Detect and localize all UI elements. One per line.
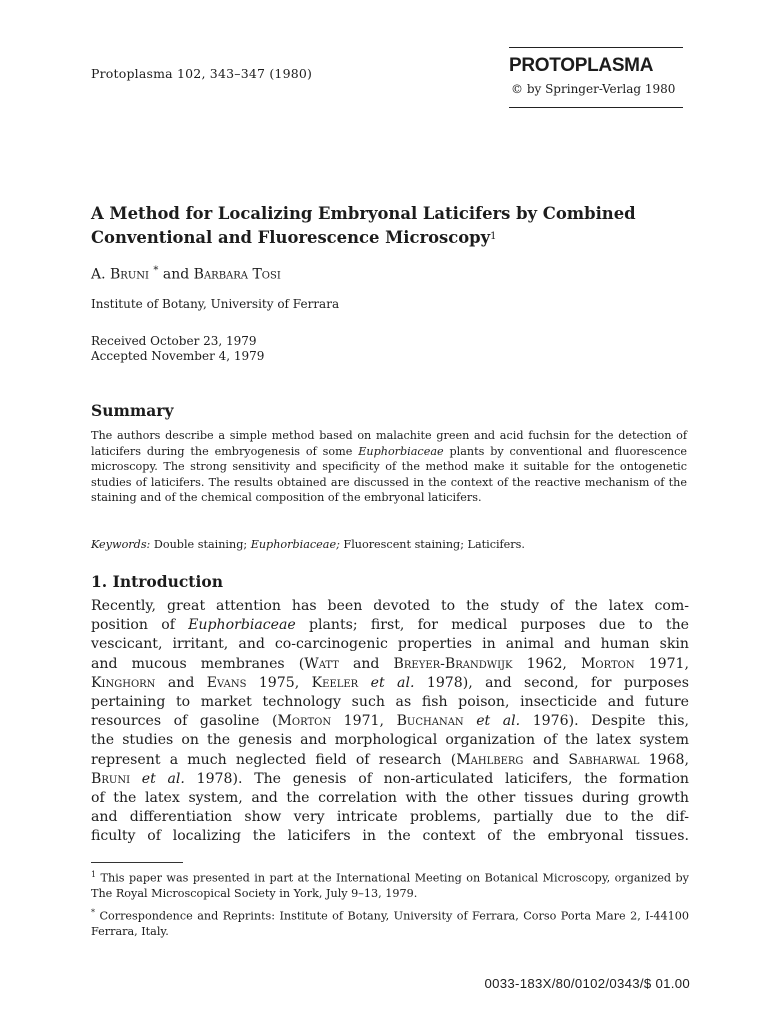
intro-line — [91, 808, 689, 827]
intro-text: and — [155, 674, 207, 691]
footnote-1 — [91, 867, 689, 902]
intro-text: 1976). Despite this, — [520, 713, 690, 730]
et-al: et al. — [463, 713, 521, 730]
intro-line — [91, 827, 689, 846]
cited-author: Morton — [277, 713, 332, 730]
intro-line — [91, 712, 689, 731]
intro-text: and — [523, 751, 569, 768]
article-dates — [91, 334, 264, 364]
intro-taxon: Euphorbiaceae — [188, 617, 296, 634]
cited-author: Mahlberg — [456, 751, 524, 768]
intro-line — [91, 789, 689, 808]
footnote-mark: * — [91, 907, 95, 917]
footnote-mark: 1 — [91, 870, 97, 879]
summary-heading: Summary — [91, 401, 174, 420]
intro-line — [91, 693, 689, 712]
et-al: et al. — [358, 674, 415, 691]
received-date: Received October 23, 1979 — [91, 334, 257, 348]
intro-text: resources of gasoline ( — [91, 713, 278, 730]
corresponding-author-mark: * — [153, 265, 159, 276]
journal-reference: Protoplasma 102, 343–347 (1980) — [91, 66, 313, 81]
intro-text: ficulty of localizing the laticifers in the context of the embryonal tissues. — [91, 828, 689, 845]
intro-text: 1975, — [246, 674, 312, 691]
intro-text: and — [338, 655, 394, 672]
accepted-date: Accepted November 4, 1979 — [91, 349, 265, 363]
brand-rule-top — [509, 47, 683, 48]
cited-author: Morton — [580, 655, 635, 672]
intro-text: vescicant, irritant, and co-carcinogenic properties in animal and human skin — [91, 636, 689, 653]
intro-line — [91, 731, 689, 750]
introduction-heading: 1. Introduction — [91, 572, 223, 591]
journal-brand: PROTOPLASMA — [509, 55, 654, 76]
intro-line — [91, 597, 689, 616]
intro-line — [91, 770, 689, 789]
intro-text: 1962, — [512, 655, 581, 672]
brand-rule-bottom — [509, 107, 683, 108]
summary-text-part: plants by conventional and fluorescence microscopy. The strong sensitivity and specificity of the method make it suitable for the ontogenetic studies of laticifers. The results obtained are discussed in the context of the reactive mechanism of the staining and of the chemical composition of the embryonal laticifers. — [91, 444, 687, 505]
footnote-rule — [91, 862, 183, 863]
author-conjunction: and — [162, 266, 190, 283]
intro-text: 1978). The genesis of non-articulated laticifers, the formation — [184, 770, 690, 787]
keywords-text: Double staining; — [150, 538, 251, 551]
title-footnote-mark: 1 — [490, 231, 497, 242]
intro-line — [91, 674, 689, 693]
introduction-body — [91, 597, 689, 847]
cited-author: Buchanan — [396, 713, 464, 730]
intro-text: 1971, — [634, 655, 690, 672]
keywords-text: Fluorescent staining; Laticifers. — [339, 538, 525, 551]
intro-text: of the latex system, and the correlation with the other tissues during growth — [91, 790, 689, 807]
cited-author: Kinghorn — [91, 674, 156, 691]
keywords — [91, 538, 525, 551]
intro-text: Recently, great attention has been devoted to the study of the latex com- — [91, 598, 689, 614]
intro-text: plants; first, for medical purposes due to the — [295, 617, 689, 634]
intro-line — [91, 635, 689, 654]
keywords-taxon: Euphorbiaceae; — [250, 538, 340, 551]
intro-text: represent a much neglected field of research ( — [91, 751, 457, 768]
footnote-text: This paper was presented in part at the International Meeting on Botanical Microscopy, organized by The Royal Microscopical Society in York, July 9–13, 1979. — [91, 871, 689, 901]
intro-line — [91, 751, 689, 770]
cited-author: Breyer-Brandwijk — [393, 655, 513, 672]
summary-text-part: The authors describe a simple method based on malachite green and acid fuchsin for the detection of laticifers during the embryogenesis of some — [91, 429, 687, 458]
footnotes — [91, 867, 689, 943]
author-affiliation: Institute of Botany, University of Ferrara — [91, 297, 340, 311]
intro-text: 1978), and second, for purposes — [414, 674, 689, 691]
intro-text: and mucous membranes ( — [91, 655, 305, 672]
title-line-2: Conventional and Fluorescence Microscopy — [91, 228, 491, 247]
intro-text: 1971, — [331, 713, 397, 730]
intro-text: position of — [91, 617, 189, 634]
summary-taxon: Euphorbiaceae — [358, 444, 444, 458]
footnote-text: Correspondence and Reprints: Institute of Botany, University of Ferrara, Corso Porta Mare 2, I-44100 Ferrara, Italy. — [91, 909, 689, 939]
intro-text: 1968, — [639, 751, 689, 768]
et-al: et al. — [130, 770, 185, 787]
intro-text: pertaining to market technology such as fish poison, insecticide and future — [91, 694, 689, 711]
article-code: 0033-183X/80/0102/0343/$ 01.00 — [484, 976, 690, 991]
intro-text: the studies on the genesis and morphological organization of the latex system — [91, 732, 689, 749]
title-line-1: A Method for Localizing Embryonal Laticifers by Combined — [91, 204, 636, 223]
cited-author: Watt — [304, 655, 339, 672]
intro-line — [91, 616, 689, 635]
article-authors — [91, 265, 281, 283]
footnote-2 — [91, 905, 689, 940]
intro-line — [91, 655, 689, 674]
author-1: A. Bruni — [91, 266, 149, 283]
cited-author: Keeler — [311, 674, 359, 691]
cited-author: Sabharwal — [568, 751, 640, 768]
summary-text — [91, 428, 687, 506]
cited-author: Evans — [206, 674, 247, 691]
publisher-copyright: © by Springer-Verlag 1980 — [511, 82, 676, 96]
cited-author: Bruni — [91, 770, 131, 787]
keywords-label: Keywords: — [91, 538, 151, 551]
author-2: Barbara Tosi — [193, 266, 281, 283]
intro-text: and differentiation show very intricate problems, partially due to the dif- — [91, 809, 689, 826]
article-title — [91, 202, 691, 250]
